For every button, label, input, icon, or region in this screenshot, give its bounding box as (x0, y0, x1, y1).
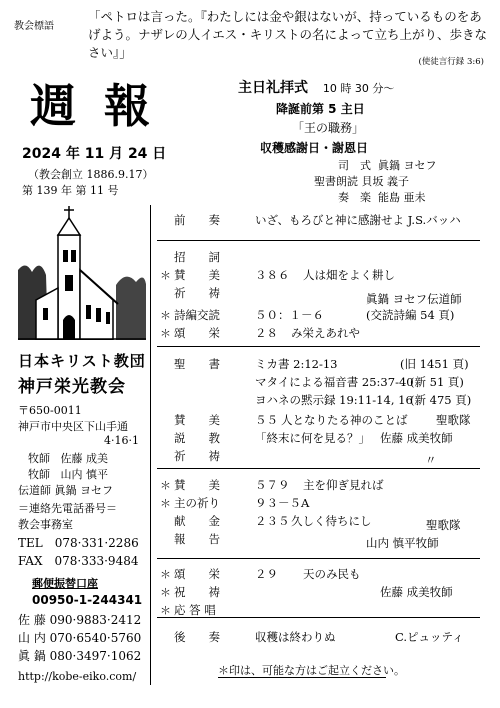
offering-number: ２３５ (255, 514, 290, 528)
anthem-by: 聖歌隊 (436, 413, 471, 427)
service-name: 主日礼拝式 10 時 30 分～ (238, 80, 395, 96)
section-divider (157, 468, 480, 469)
scripture-page: (旧 1451 頁) (400, 357, 469, 371)
hymn2-label: 賛 美 (174, 478, 220, 492)
standing-mark: ＊ (160, 497, 171, 510)
motto-text: 「ペトロは言った。『わたしには金や銀はないが、持っているものをあげよう。ナザレの人イエス・キリストの名によって立ち上がり、歩きなさい』」 (88, 9, 488, 60)
fax-number: FAX 078·333·9484 (18, 554, 139, 568)
psalm-label: 詩編交読 (174, 308, 220, 322)
invocation-label: 招 詞 (174, 250, 220, 264)
phone-row: 山 内 070·6540·5760 (18, 631, 142, 645)
staff-row: 司 式 眞鍋 ヨセフ (338, 159, 437, 172)
postlude-title: 収穫は終わりぬ (255, 630, 336, 644)
contact-heading: ＝連絡先電話番号＝ (18, 502, 117, 515)
scripture-ref: ミカ書 2:12-13 (255, 357, 338, 371)
scripture-ref: ヨハネの黙示録 19:11-14, 16 (255, 393, 413, 407)
column-divider (150, 205, 151, 685)
sermon-by: 佐藤 成美牧師 (380, 431, 453, 445)
lords-prayer-label: 主の祈り (174, 496, 220, 510)
address-line-1: 神戸市中央区下山手通 (18, 420, 128, 433)
gloria-title: み栄えあれや (291, 326, 360, 340)
bulletin-volume: 第 139 年 第 11 号 (22, 184, 119, 197)
standing-mark: ＊ (160, 327, 171, 340)
section-divider (157, 240, 480, 241)
benediction-by: 佐藤 成美牧師 (380, 585, 453, 599)
church-illustration (18, 200, 146, 340)
tel-number: TEL 078·331·2286 (18, 536, 139, 550)
prayer2-by: 〃 (425, 453, 437, 467)
standing-mark: ＊ (160, 604, 171, 617)
address-line-2: 4·16·1 (104, 434, 139, 447)
postlude-label: 後 奏 (174, 630, 220, 644)
hymn1-title: 人は畑をよく耕し (303, 268, 395, 282)
standing-mark: ＊ (160, 309, 171, 322)
lords-prayer-number: ９３－５A (255, 496, 310, 510)
sermon-title: 「終末に何を見る？」 (255, 431, 370, 445)
section-divider (157, 558, 480, 559)
church-founded: （教会創立 1886.9.17） (28, 168, 154, 181)
section-divider (157, 346, 480, 347)
gloria-number: ２８ (255, 326, 278, 340)
scripture-page: (新 475 頁) (410, 393, 472, 407)
sermon-theme: 「王の職務」 (292, 121, 365, 135)
standing-mark: ＊ (160, 269, 171, 282)
announcements-by: 山内 慎平牧師 (366, 536, 439, 550)
staff-row: 奏 楽 能島 亜未 (338, 191, 426, 204)
phone-row: 佐 藤 090·9883·2412 (18, 613, 142, 627)
prayer1-person: 眞鍋 ヨセフ伝道師 (366, 292, 462, 306)
motto-source: (使徒言行録 3:6) (418, 57, 484, 67)
sermon-label: 説 教 (174, 431, 220, 445)
doxology-label: 頌 栄 (174, 567, 220, 581)
motto-label: 教会標語 (14, 21, 54, 32)
standing-mark: ＊ (160, 586, 171, 599)
denomination: 日本キリスト教団 (18, 352, 146, 370)
pastor-row: 伝道師 眞鍋 ヨセフ (18, 484, 113, 497)
anthem-label: 賛 美 (174, 413, 220, 427)
amen-label: 応 答 唱 (174, 603, 216, 617)
psalm-note: (交読詩編 54 頁) (366, 308, 455, 322)
page-title: 週 報 (30, 79, 157, 133)
prelude-label: 前 奏 (174, 213, 220, 227)
special-day: 収穫感謝日・謝恩日 (260, 141, 369, 155)
standing-note: ＊印は、可能な方はご起立ください。 (218, 664, 405, 677)
hymn2-title: 主を仰ぎ見れば (303, 478, 384, 492)
service-time: 10 時 30 分～ (322, 82, 395, 95)
benediction-label: 祝 祷 (174, 585, 220, 599)
scripture-ref: マタイによる福音書 25:37-40 (255, 375, 414, 389)
postal-account-number: 00950-1-244341 (32, 593, 143, 607)
service-week: 降誕前第 5 主日 (276, 102, 365, 116)
standing-mark: ＊ (160, 479, 171, 492)
postal-account-label: 郵便振替口座 (32, 577, 98, 590)
anthem-title: 人となりたる神のことば (281, 413, 408, 427)
standing-mark: ＊ (160, 568, 171, 581)
postlude-by: C.ピュッティ (395, 630, 464, 644)
offering-by: 聖歌隊 (426, 518, 461, 532)
prayer2-label: 祈 祷 (174, 449, 220, 463)
hymn1-number: ３８６ (255, 268, 290, 282)
anthem-number: ５５ (255, 413, 278, 427)
prayer1-label: 祈 祷 (174, 286, 220, 300)
offering-label: 献 金 (174, 514, 220, 528)
scripture-page: (新 51 頁) (410, 375, 464, 389)
bulletin-date: 2024 年 11 月 24 日 (22, 146, 167, 162)
gloria-label: 頌 栄 (174, 326, 220, 340)
hymn2-number: ５７９ (255, 478, 290, 492)
announcements-label: 報 告 (174, 532, 220, 546)
doxology-title: 天のみ民も (303, 567, 361, 581)
scripture-label: 聖 書 (174, 357, 220, 371)
hymn1-label: 賛 美 (174, 268, 220, 282)
church-name: 神戸栄光教会 (18, 377, 126, 397)
psalm-ref: ５０：１－６ (255, 308, 324, 322)
staff-row: 聖書朗読 貝坂 義子 (314, 175, 409, 188)
postal-code: 〒650-0011 (18, 404, 82, 417)
footer-underline (218, 677, 386, 678)
prelude-text: いざ、もろびと神に感謝せよ J.S.バッハ (255, 213, 461, 227)
offering-title: 久しく待ちにし (291, 514, 372, 528)
church-url[interactable]: http://kobe-eiko.com/ (18, 670, 137, 683)
doxology-number: ２９ (255, 567, 278, 581)
office-label: 教会事務室 (18, 518, 73, 531)
pastor-row: 牧師 山内 慎平 (28, 468, 108, 481)
phone-row: 眞 鍋 080·3497·1062 (18, 649, 142, 663)
pastor-row: 牧師 佐藤 成美 (28, 452, 108, 465)
